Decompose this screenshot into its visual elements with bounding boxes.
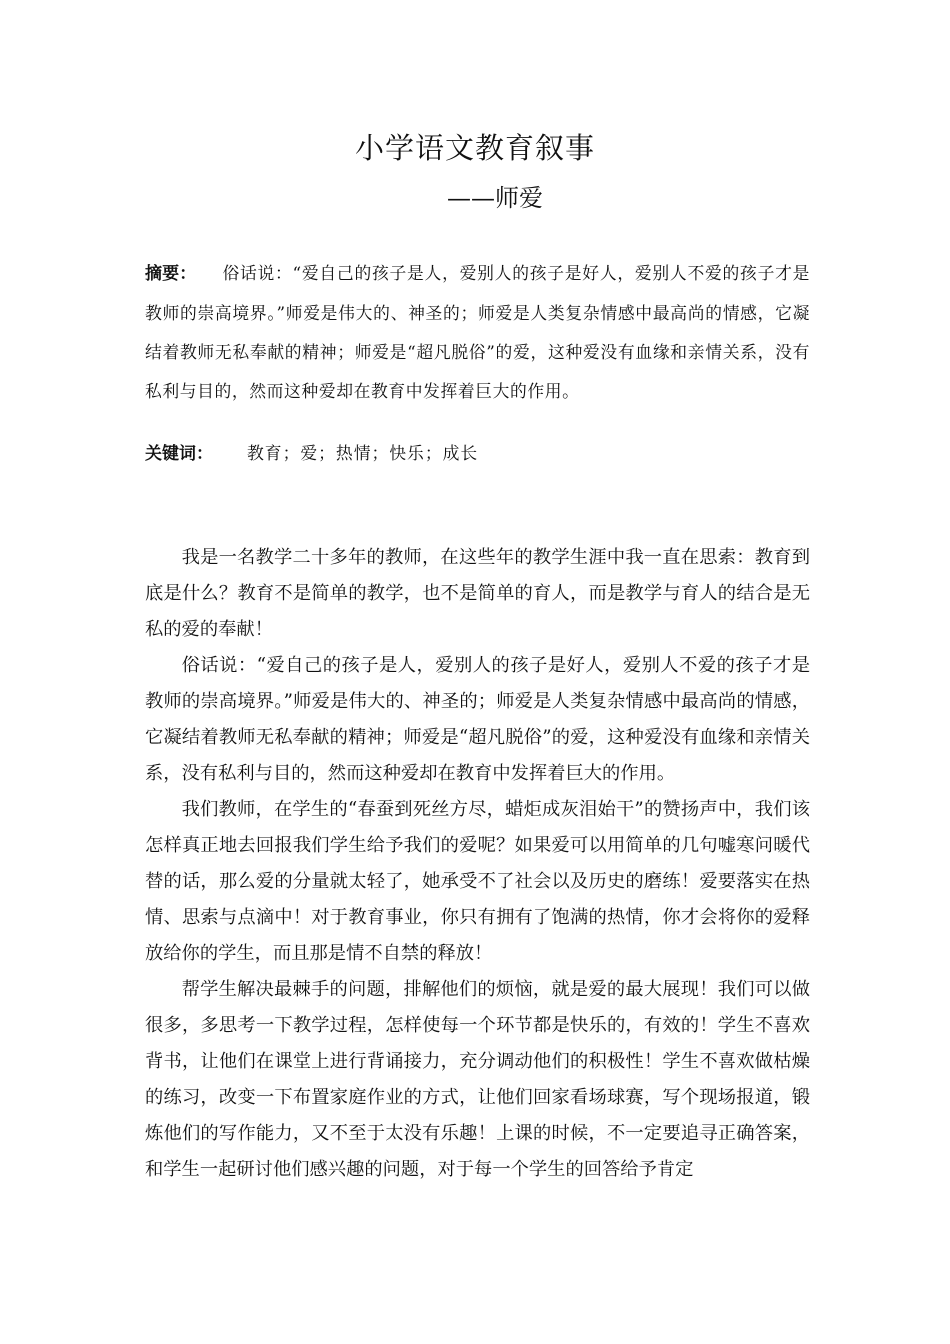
document-title: 小学语文教育叙事 [354, 131, 595, 165]
keywords-text: 教育；爱；热情；快乐；成长 [247, 443, 479, 463]
body-paragraph: 我是一名教学二十多年的教师，在这些年的教学生涯中我一直在思索：教育到底是什么？教育不是简单的教学，也不是简单的育人，而是教学与育人的结合是无私的爱的奉献！ [145, 547, 810, 640]
body-paragraph: 我们教师，在学生的“春蚕到死丝方尽，蜡炬成灰泪始干”的赞扬声中，我们该怎样真正地去回报我们学生给予我们的爱呢？如果爱可以用简单的几句嘘寒问暖代替的话，那么爱的分量就太轻了，她承受不了社会以及历史的磨练！爱要落实在热情、思索与点滴中！对于教育事业，你只有拥有了饱满的热情，你才会将你的爱释放给你的学生，而且那是情不自禁的释放！ [145, 799, 810, 964]
body-paragraph: 俗话说：“爱自己的孩子是人，爱别人的孩子是好人，爱别人不爱的孩子才是教师的崇高境界。”师爱是伟大的、神圣的；师爱是人类复杂情感中最高尚的情感，它凝结着教师无私奉献的精神；师爱是“超凡脱俗”的爱，这种爱没有血缘和亲情关系，没有私利与目的，然而这种爱却在教育中发挥着巨大的作用。 [145, 655, 810, 784]
keywords-label: 关键词： [145, 444, 213, 464]
abstract-text: 俗话说：“爱自己的孩子是人，爱别人的孩子是好人，爱别人不爱的孩子才是教师的崇高境界。”师爱是伟大的、神圣的；师爱是人类复杂情感中最高尚的情感，它凝结着教师无私奉献的精神；师爱是“超凡脱俗”的爱，这种爱没有血缘和亲情关系，没有私利与目的，然而这种爱却在教育中发挥着巨大的作用。 [145, 263, 810, 401]
body-text [145, 540, 810, 1188]
body-paragraph: 帮学生解决最棘手的问题，排解他们的烦恼，就是爱的最大展现！我们可以做很多，多思考一下教学过程，怎样使每一个环节都是快乐的，有效的！学生不喜欢背书，让他们在课堂上进行背诵接力，充分调动他们的积极性！学生不喜欢做枯燥的练习，改变一下布置家庭作业的方式，让他们回家看场球赛，写个现场报道，锻炼他们的写作能力，又不至于太没有乐趣！上课的时候，不一定要追寻正确答案，和学生一起研讨他们感兴趣的问题，对于每一个学生的回答给予肯定 [145, 979, 810, 1180]
abstract-label: 摘要： [145, 264, 197, 284]
keywords-section [145, 438, 810, 469]
abstract-section [145, 254, 810, 411]
document-subtitle: ——师爱 [447, 184, 543, 212]
